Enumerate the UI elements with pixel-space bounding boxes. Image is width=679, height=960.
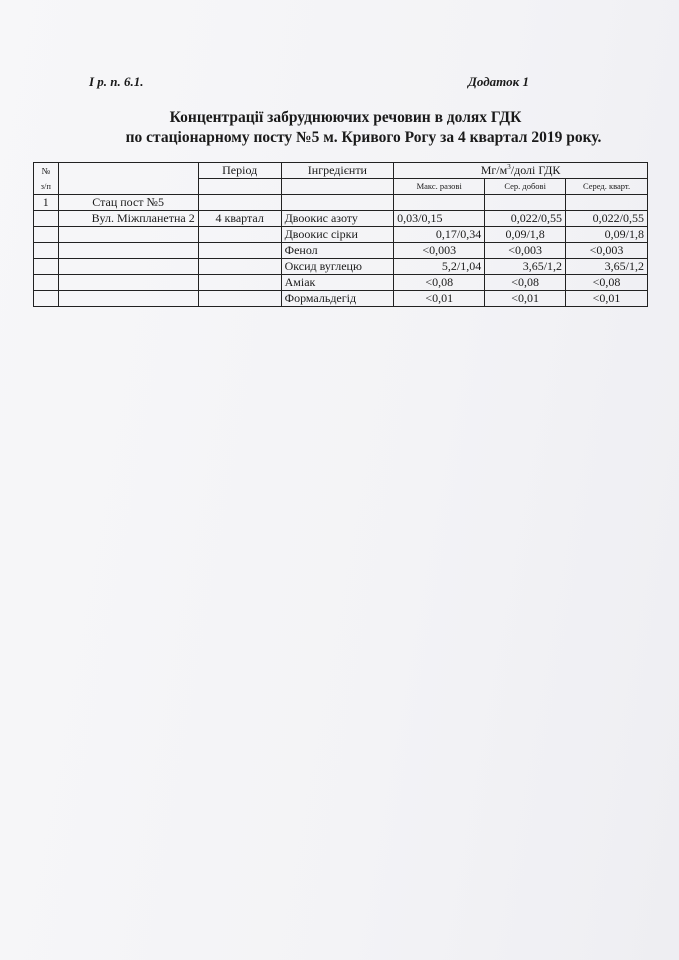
header-units-pre: Мг/м <box>480 163 508 177</box>
empty-cell <box>34 291 59 307</box>
value-avg-day: 0,09/1,8 <box>485 227 566 243</box>
empty-cell <box>198 195 281 211</box>
empty-cell <box>34 211 59 227</box>
table-row <box>34 211 648 227</box>
value-max: 0,17/0,34 <box>394 227 485 243</box>
subheader-avg-day: Сер. добові <box>485 179 566 195</box>
empty-cell <box>394 195 485 211</box>
value-avg-quarter: 0,022/0,55 <box>566 211 648 227</box>
empty-cell <box>58 227 198 243</box>
value-avg-quarter: 3,65/1,2 <box>566 259 648 275</box>
ingredient-name: Аміак <box>281 275 394 291</box>
value-avg-quarter: <0,01 <box>566 291 648 307</box>
header-number-label: № <box>41 165 51 176</box>
empty-cell <box>34 243 59 259</box>
header-units <box>394 163 648 179</box>
empty-cell <box>566 195 648 211</box>
subheader-empty-ingredients <box>281 179 394 195</box>
ingredient-name: Формальдегід <box>281 291 394 307</box>
header-units-sup: 3 <box>507 163 511 171</box>
subheader-empty-period <box>198 179 281 195</box>
value-max: <0,003 <box>394 243 485 259</box>
empty-cell <box>34 275 59 291</box>
value-avg-quarter: 0,09/1,8 <box>566 227 648 243</box>
header-units-post: /долі ГДК <box>510 163 561 177</box>
appendix-label: Додаток 1 <box>468 74 529 89</box>
station-name: Стац пост №5 <box>58 195 198 211</box>
empty-cell <box>34 259 59 275</box>
empty-cell <box>58 275 198 291</box>
value-max: <0,01 <box>394 291 485 307</box>
ingredient-name: Фенол <box>281 243 394 259</box>
document-title-line2: по стаціонарному посту №5 м. Кривого Рогу за 4 квартал 2019 року. <box>125 129 602 146</box>
value-avg-day: <0,003 <box>485 243 566 259</box>
empty-cell <box>198 227 281 243</box>
empty-cell <box>34 227 59 243</box>
header-ingredients: Інгредієнти <box>281 163 394 179</box>
table-row <box>34 227 648 243</box>
empty-cell <box>281 195 394 211</box>
section-reference: І р. п. 6.1. <box>89 74 144 89</box>
table-row <box>34 275 648 291</box>
value-avg-day: 0,022/0,55 <box>485 211 566 227</box>
value-max: 5,2/1,04 <box>394 259 485 275</box>
empty-cell <box>58 259 198 275</box>
table-row <box>34 291 648 307</box>
empty-cell <box>485 195 566 211</box>
header-blank-cell <box>58 163 198 195</box>
station-number: 1 <box>34 195 59 211</box>
value-avg-day: 3,65/1,2 <box>485 259 566 275</box>
value-avg-day: <0,08 <box>485 275 566 291</box>
empty-cell <box>58 291 198 307</box>
value-max: <0,08 <box>394 275 485 291</box>
ingredient-name: Оксид вуглецю <box>281 259 394 275</box>
header-number-cell <box>34 163 59 195</box>
subheader-avg-quarter: Серед. кварт. <box>566 179 648 195</box>
ingredient-name: Двоокис азоту <box>281 211 394 227</box>
document-title-line1: Концентрації забруднюючих речовин в долях ГДК <box>169 109 522 126</box>
station-address: Вул. Міжпланетна 2 <box>58 211 198 227</box>
subheader-max: Макс. разові <box>394 179 485 195</box>
empty-cell <box>198 243 281 259</box>
table-row <box>34 259 648 275</box>
empty-cell <box>198 291 281 307</box>
empty-cell <box>198 275 281 291</box>
empty-cell <box>58 243 198 259</box>
value-max: 0,03/0,15 <box>394 211 485 227</box>
station-row <box>34 195 648 211</box>
header-number-sublabel: з/п <box>40 180 51 191</box>
value-avg-quarter: <0,003 <box>566 243 648 259</box>
value-avg-day: <0,01 <box>485 291 566 307</box>
period-value: 4 квартал <box>198 211 281 227</box>
header-period: Період <box>198 163 281 179</box>
table-row <box>34 243 648 259</box>
concentration-table <box>33 162 648 307</box>
value-avg-quarter: <0,08 <box>566 275 648 291</box>
ingredient-name: Двоокис сірки <box>281 227 394 243</box>
empty-cell <box>198 259 281 275</box>
table-header-row <box>34 163 648 179</box>
